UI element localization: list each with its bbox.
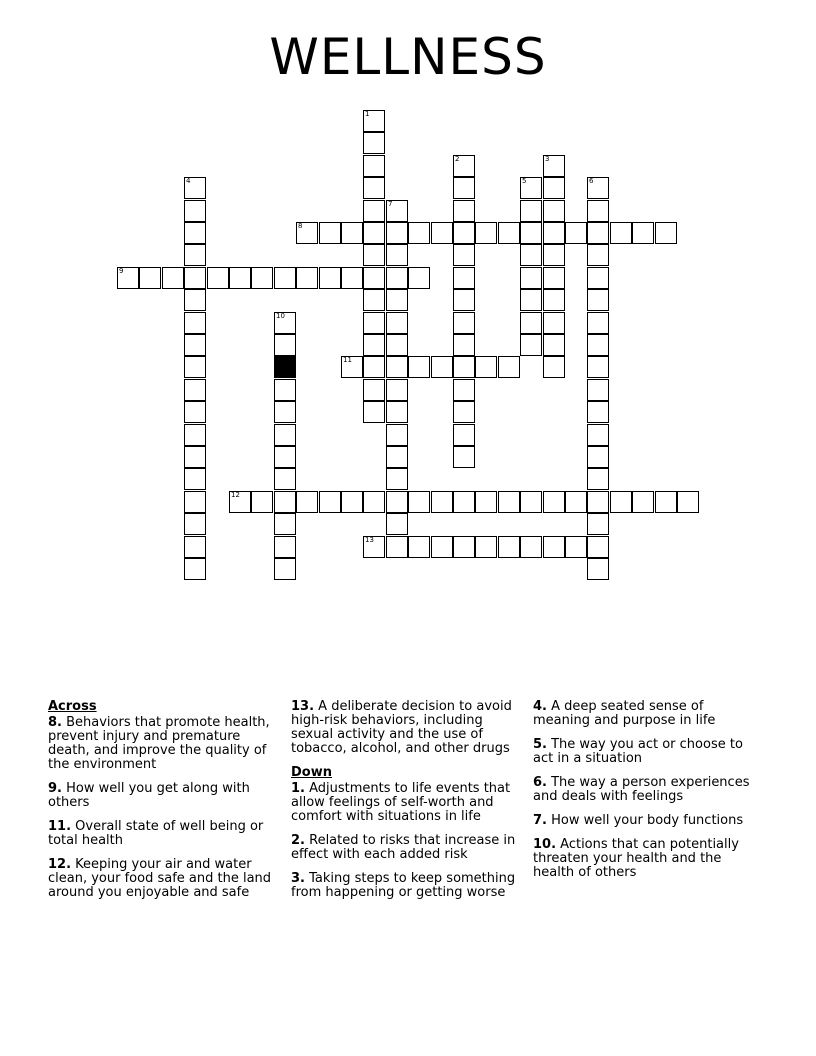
clue-down-3: 3. Taking steps to keep something from happening or getting worse [291,871,516,900]
grid-cell[interactable] [587,424,609,446]
across-heading: Across [48,699,97,714]
grid-cell[interactable] [274,468,296,490]
grid-cell[interactable] [184,536,206,558]
clue-across-8: 8. Behaviors that promote health, prevent injury and premature death, and improve the quality of the environment [48,715,270,772]
grid-cell[interactable] [453,312,475,334]
grid-cell[interactable] [296,267,318,289]
clue-down-5: 5. The way you act or choose to act in a situation [533,737,743,766]
clue-down-2: 2. Related to risks that increase in effect with each added risk [291,833,516,862]
down-heading: Down [291,765,332,780]
grid-cell[interactable] [632,491,654,513]
grid-cell[interactable] [184,356,206,378]
grid-cell[interactable] [543,356,565,378]
clue-number: 8 [298,222,303,230]
grid-cell[interactable] [184,468,206,490]
grid-cell[interactable] [386,491,408,513]
grid-cell[interactable] [587,491,609,513]
grid-cell[interactable] [587,244,609,266]
grid-cell[interactable] [274,379,296,401]
grid-cell[interactable] [543,177,565,199]
grid-cell[interactable] [274,401,296,423]
grid-cell[interactable] [431,536,453,558]
grid-cell[interactable] [363,267,385,289]
grid-cell[interactable] [386,200,408,222]
grid-cell[interactable] [363,110,385,132]
grid-cell[interactable] [520,244,542,266]
grid-cell[interactable] [184,446,206,468]
grid-cell[interactable] [453,200,475,222]
grid-cell[interactable] [229,267,251,289]
grid-cell[interactable] [565,491,587,513]
grid-cell[interactable] [274,536,296,558]
grid-cell[interactable] [498,222,520,244]
grid-cell[interactable] [184,267,206,289]
grid-cell[interactable] [520,312,542,334]
grid-cell[interactable] [520,200,542,222]
grid-cell[interactable] [520,536,542,558]
grid-cell[interactable] [386,222,408,244]
grid-cell[interactable] [655,491,677,513]
grid-cell[interactable] [453,491,475,513]
grid-cell[interactable] [520,334,542,356]
grid-cell[interactable] [274,491,296,513]
grid-cell[interactable] [386,536,408,558]
grid-cell[interactable] [386,356,408,378]
grid-cell[interactable] [363,312,385,334]
grid-cell[interactable] [475,222,497,244]
grid-cell[interactable] [363,177,385,199]
grid-cell[interactable] [274,513,296,535]
grid-cell[interactable] [363,132,385,154]
grid-cell[interactable] [453,401,475,423]
grid-cell[interactable] [587,401,609,423]
clue-number: 12 [231,491,240,499]
grid-cell[interactable] [386,312,408,334]
grid-cell[interactable] [587,177,609,199]
clue-down-6: 6. The way a person experiences and deals with feelings [533,775,750,804]
grid-cell[interactable] [207,267,229,289]
grid-cell[interactable] [587,334,609,356]
clue-down-1: 1. Adjustments to life events that allow feelings of self-worth and comfort with situations in life [291,781,511,824]
grid-cell[interactable] [363,379,385,401]
grid-cell[interactable] [408,222,430,244]
grid-cell[interactable] [184,222,206,244]
grid-cell[interactable] [453,424,475,446]
grid-cell[interactable] [162,267,184,289]
grid-cell[interactable] [363,200,385,222]
clue-number: 2 [455,155,460,163]
grid-cell[interactable] [386,289,408,311]
grid-cell[interactable] [184,491,206,513]
grid-cell[interactable] [251,491,273,513]
grid-cell[interactable] [386,244,408,266]
grid-cell[interactable] [274,312,296,334]
puzzle-title: WELLNESS [269,28,547,86]
grid-cell[interactable] [184,379,206,401]
clue-across-9: 9. How well you get along with others [48,781,250,810]
clue-down-7: 7. How well your body functions [533,813,744,828]
grid-cell[interactable] [475,356,497,378]
grid-cell[interactable] [319,491,341,513]
grid-cell[interactable] [453,222,475,244]
grid-cell[interactable] [319,222,341,244]
grid-cell[interactable] [453,356,475,378]
grid-cell[interactable] [453,289,475,311]
grid-cell[interactable] [587,468,609,490]
grid-cell[interactable] [431,491,453,513]
clue-across-13: 13. A deliberate decision to avoid high-risk behaviors, including sexual activity and the use of tobacco, alcohol, and other drugs [291,699,512,756]
grid-cell[interactable] [386,424,408,446]
grid-cell[interactable] [408,267,430,289]
grid-cell[interactable] [274,334,296,356]
grid-cell[interactable] [431,356,453,378]
clue-number: 5 [522,177,527,185]
grid-cell[interactable] [453,267,475,289]
grid-cell[interactable] [341,356,363,378]
grid-cell[interactable] [184,334,206,356]
grid-cell[interactable] [453,244,475,266]
grid-cell[interactable] [677,491,699,513]
grid-cell[interactable] [453,379,475,401]
clue-number: 3 [545,155,550,163]
grid-cell[interactable] [274,446,296,468]
clue-across-12: 12. Keeping your air and water clean, your food safe and the land around you enjoyable and safe [48,857,272,900]
grid-cell[interactable] [363,491,385,513]
grid-cell[interactable] [520,491,542,513]
grid-cell[interactable] [386,379,408,401]
grid-cell[interactable] [363,155,385,177]
grid-cell[interactable] [184,289,206,311]
grid-cell[interactable] [543,491,565,513]
grid-cell[interactable] [363,244,385,266]
grid-cell[interactable] [520,267,542,289]
clue-down-10: 10. Actions that can potentially threaten your health and the health of others [533,837,739,880]
clue-number: 6 [589,177,594,185]
grid-cell[interactable] [475,536,497,558]
grid-cell[interactable] [520,222,542,244]
grid-cell[interactable] [610,222,632,244]
grid-cell[interactable] [386,401,408,423]
grid-cell[interactable] [363,401,385,423]
clue-number: 9 [119,267,124,275]
grid-cell[interactable] [498,536,520,558]
grid-cell[interactable] [565,222,587,244]
clue-down-4: 4. A deep seated sense of meaning and purpose in life [533,699,716,728]
grid-cell[interactable] [184,312,206,334]
grid-cell[interactable] [274,424,296,446]
grid-cell[interactable] [453,334,475,356]
grid-cell[interactable] [184,244,206,266]
grid-cell[interactable] [543,200,565,222]
grid-cell[interactable] [296,222,318,244]
grid-cell[interactable] [453,177,475,199]
grid-cell[interactable] [408,491,430,513]
grid-cell[interactable] [319,267,341,289]
grid-cell[interactable] [543,267,565,289]
grid-cell[interactable] [587,558,609,580]
grid-cell[interactable] [229,491,251,513]
grid-cell[interactable] [386,267,408,289]
grid-cell[interactable] [587,267,609,289]
grid-cell[interactable] [453,536,475,558]
clues-column-2 [291,700,527,910]
grid-cell[interactable] [363,356,385,378]
grid-cell[interactable] [587,379,609,401]
grid-cell[interactable] [139,267,161,289]
grid-cell[interactable] [543,155,565,177]
grid-cell[interactable] [296,491,318,513]
grid-cell[interactable] [565,536,587,558]
grid-cell[interactable] [543,312,565,334]
grid-cell[interactable] [587,222,609,244]
grid-cell[interactable] [498,356,520,378]
grid-cell[interactable] [520,289,542,311]
grid-cell[interactable] [408,536,430,558]
grid-cell[interactable] [184,401,206,423]
grid-cell[interactable] [632,222,654,244]
grid-cell[interactable] [363,222,385,244]
grid-cell[interactable] [363,289,385,311]
grid-cell[interactable] [341,267,363,289]
clue-number: 11 [343,356,352,364]
grid-cell[interactable] [587,200,609,222]
clue-number: 1 [365,110,370,118]
grid-cell[interactable] [655,222,677,244]
grid-cell[interactable] [587,312,609,334]
grid-cell[interactable] [543,334,565,356]
grid-cell[interactable] [543,289,565,311]
clue-number: 4 [186,177,191,185]
clue-number: 13 [365,536,374,544]
clues-column-3 [533,700,763,890]
grid-cell[interactable] [587,446,609,468]
grid-cell[interactable] [184,513,206,535]
grid-cell[interactable] [184,424,206,446]
grid-cell[interactable] [184,200,206,222]
grid-cell[interactable] [251,267,273,289]
grid-cell[interactable] [587,356,609,378]
grid-cell[interactable] [453,155,475,177]
grid-cell[interactable] [274,267,296,289]
grid-cell[interactable] [587,536,609,558]
grid-cell[interactable] [386,334,408,356]
grid-cell[interactable] [386,468,408,490]
grid-cell[interactable] [520,177,542,199]
grid-cell[interactable] [543,244,565,266]
grid-cell[interactable] [341,222,363,244]
grid-cell[interactable] [184,558,206,580]
grid-cell[interactable] [498,491,520,513]
grid-cell[interactable] [543,222,565,244]
grid-cell[interactable] [184,177,206,199]
clue-number: 10 [276,312,285,320]
clue-number: 7 [388,200,393,208]
grid-cell[interactable] [274,558,296,580]
grid-cell[interactable] [431,222,453,244]
grid-cell[interactable] [386,513,408,535]
clues-column-1 [48,700,284,910]
grid-cell[interactable] [453,446,475,468]
grid-cell[interactable] [587,289,609,311]
grid-cell[interactable] [341,491,363,513]
grid-cell[interactable] [587,513,609,535]
grid-cell[interactable] [363,536,385,558]
grid-cell[interactable] [610,491,632,513]
grid-cell[interactable] [543,536,565,558]
grid-cell[interactable] [386,446,408,468]
grid-cell[interactable] [408,356,430,378]
grid-cell[interactable] [117,267,139,289]
black-square [274,356,296,378]
grid-cell[interactable] [363,334,385,356]
grid-cell[interactable] [475,491,497,513]
clue-across-11: 11. Overall state of well being or total health [48,819,264,848]
